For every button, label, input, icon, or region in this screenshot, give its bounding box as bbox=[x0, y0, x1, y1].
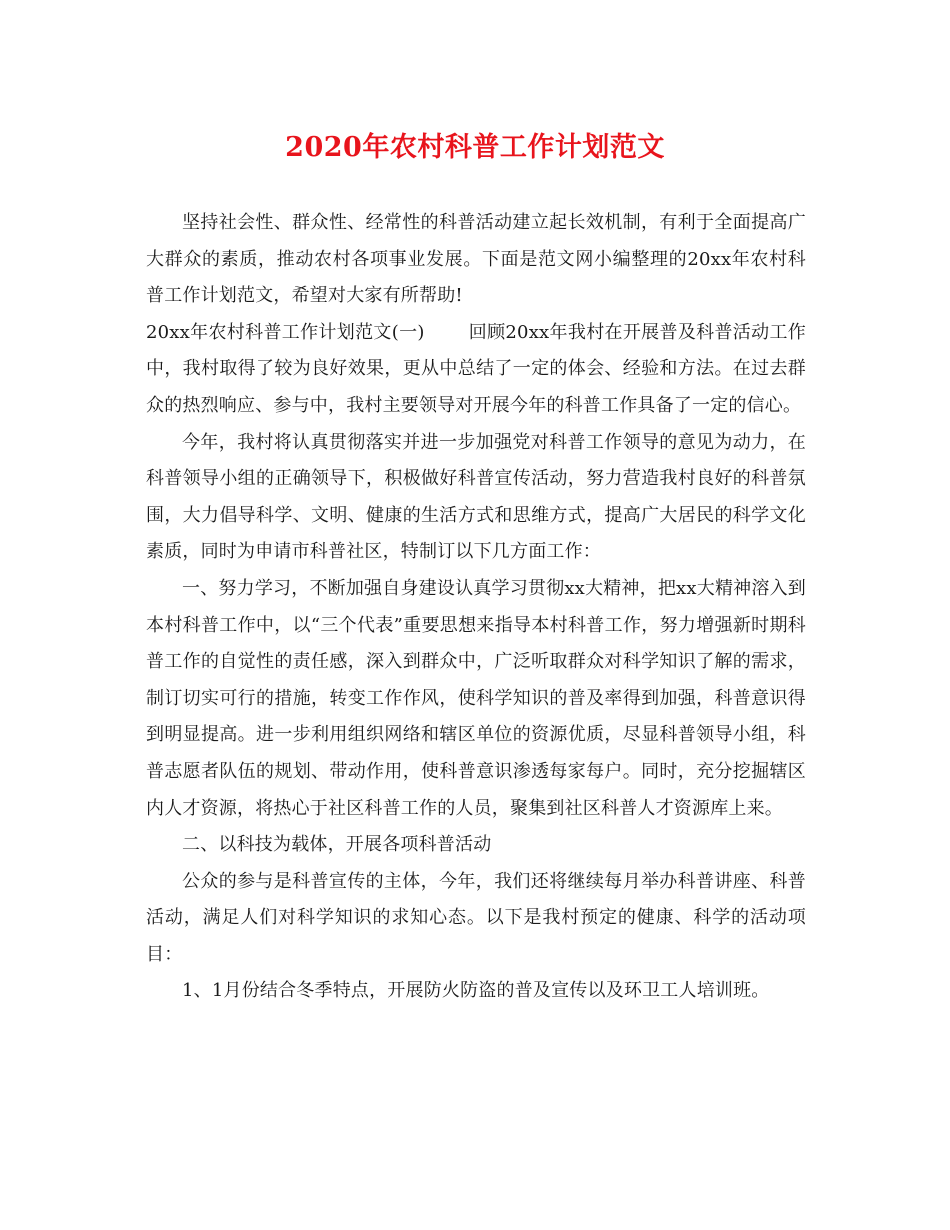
intro-paragraph: 坚持社会性、群众性、经常性的科普活动建立起长效机制，有利于全面提高广大群众的素质，推动农村各项事业发展。下面是范文网小编整理的20xx年农村科普工作计划范文，希望对大家有所帮助! bbox=[146, 212, 806, 307]
section-text: 回顾20xx年我村在开展普及科普活动工作中，我村取得了较为良好效果，更从中总结了一定的体会、经验和方法。在过去群众的热烈响应、参与中，我村主要领导对开展今年的科普工作具备了一定的信心。 bbox=[146, 321, 806, 416]
public-participation-paragraph: 公众的参与是科普宣传的主体，今年，我们还将继续每月举办科普讲座、科普活动，满足人们对科学知识的求知心态。以下是我村预定的健康、科学的活动项目： bbox=[146, 870, 806, 965]
plan-paragraph: 今年，我村将认真贯彻落实并进一步加强党对科普工作领导的意见为动力，在科普领导小组的正确领导下，积极做好科普宣传活动，努力营造我村良好的科普氛围，大力倡导科学、文明、健康的生活方式和思维方式，提高广大居民的科学文化素质，同时为申请市科普社区，特制订以下几方面工作： bbox=[146, 431, 806, 563]
document-title: 2020年农村科普工作计划范文 bbox=[285, 132, 665, 163]
item-one-paragraph: 一、努力学习，不断加强自身建设认真学习贯彻xx大精神，把xx大精神溶入到本村科普工作中，以“三个代表”重要思想来指导本村科普工作，努力增强新时期科普工作的自觉性的责任感，深入到群众中，广泛听取群众对科学知识了解的需求，制订切实可行的措施，转变工作作风，使科学知识的普及率得到加强，科普意识得到明显提高。进一步利用组织网络和辖区单位的资源优质，尽显科普领导小组，科普志愿者队伍的规划、带动作用，使科普意识渗透每家每户。同时，充分挖掘辖区内人才资源，将热心于社区科普工作的人员，聚集到社区科普人才资源库上来。 bbox=[146, 577, 806, 819]
section-one-paragraph bbox=[146, 315, 806, 425]
item-two-heading: 二、以科技为载体，开展各项科普活动 bbox=[182, 834, 492, 856]
activity-january-item: 1、1月份结合冬季特点，开展防火防盗的普及宣传以及环卫工人培训班。 bbox=[182, 980, 770, 1002]
document-body bbox=[146, 205, 806, 1010]
section-heading: 20xx年农村科普工作计划范文(一) bbox=[146, 321, 425, 343]
